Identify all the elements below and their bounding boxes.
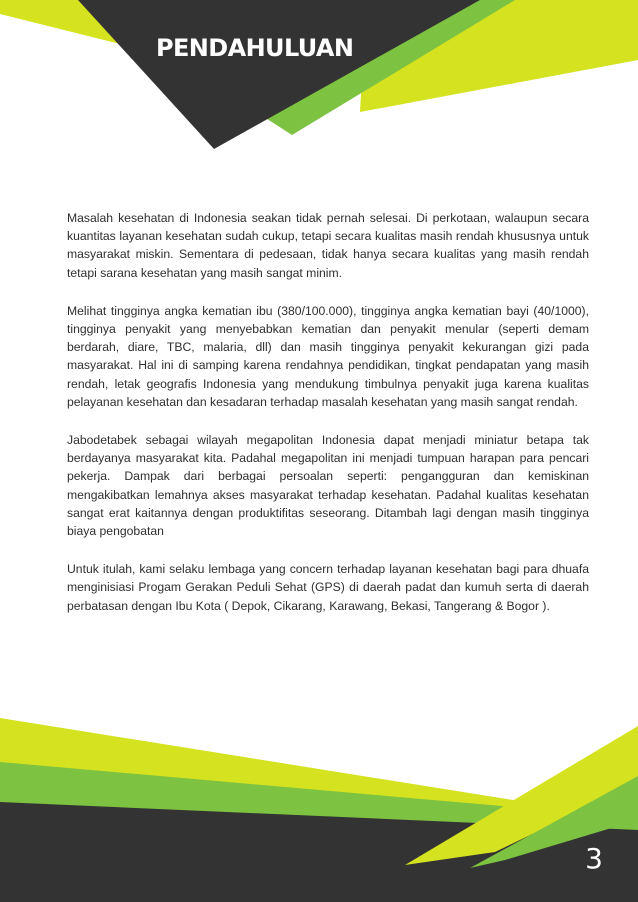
page-title: PENDAHULUAN — [156, 34, 354, 62]
paragraph-introduction: Masalah kesehatan di Indonesia seakan tidak pernah selesai. Di perkotaan, walaupun secara kuantitas layanan kesehatan sudah cukup, tetapi secara kualitas masih rendah khususnya untuk masyarakat miskin. Sementara di pedesaan, tidak hanya secara kualitas yang masih rendah tetapi sarana kesehatan yang masih sangat minim. — [67, 211, 589, 280]
page-number: 3 — [585, 842, 603, 875]
paragraph-program-initiative: Untuk itulah, kami selaku lembaga yang concern terhadap layanan kesehatan bagi para dhuafa menginisiasi Progam Gerakan Peduli Sehat (GPS) di daerah padat dan kumuh serta di daerah perbatasan dengan Ibu Kota ( Depok, Cikarang, Karawang, Bekasi, Tangerang & Bogor ). — [67, 562, 589, 613]
paragraph-jabodetabek: Jabodetabek sebagai wilayah megapolitan Indonesia dapat menjadi miniatur betapa tak berdayanya masyarakat kita. Padahal megapolitan ini menjadi tumpuan harapan para pencari pekerja. Dampak dari berbagai persoalan seperti: pengangguran dan kemiskinan mengakibatkan lemahnya akses masyarakat terhadap kesehatan. Padahal kualitas kesehatan sangat erat kaitannya dengan produktifitas seseorang. Ditambah lagi dengan masih tingginya biaya pengobatan — [67, 433, 589, 539]
paragraph-health-statistics: Melihat tingginya angka kematian ibu (380/100.000), tingginya angka kematian bayi (40/1000), tingginya penyakit yang menyebabkan kematian dan penyakit menular (seperti demam berdarah, diare, TBC, malaria, dll) dan masih tingginya penyakit kekurangan gizi pada masyarakat. Hal ini di samping karena rendahnya pendidikan, tingkat pendapatan yang masih rendah, letak geografis Indonesia yang mendukung timbulnya penyakit juga karena kualitas pelayanan kesehatan dan kesadaran terhadap masalah kesehatan yang masih sangat rendah. — [67, 303, 589, 409]
document-body — [67, 209, 589, 635]
